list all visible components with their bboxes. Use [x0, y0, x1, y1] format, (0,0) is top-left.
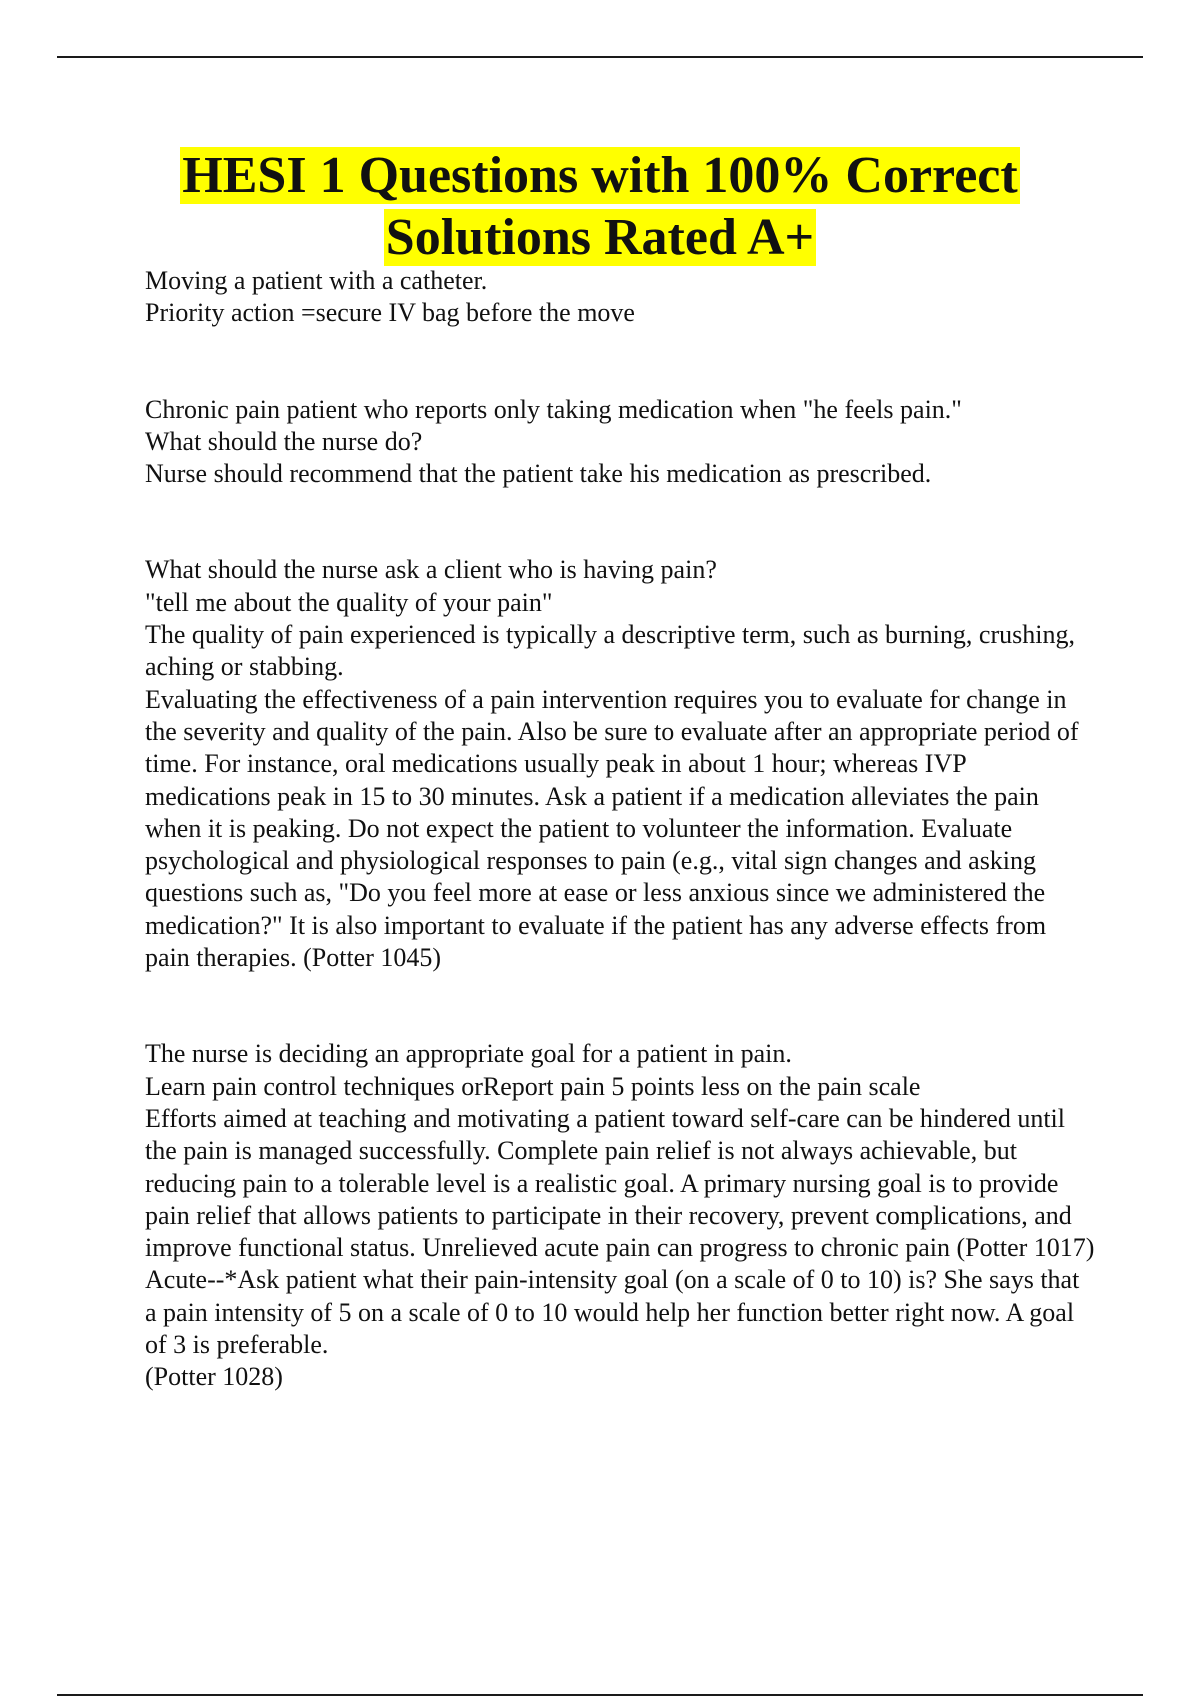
question-text: Moving a patient with a catheter. — [145, 266, 488, 295]
document-title — [120, 145, 1080, 269]
title-line-1: HESI 1 Questions with 100% Correct — [182, 147, 1018, 204]
explanation-text: Evaluating the effectiveness of a pain intervention requires you to evaluate for change in the severity and quality of the pain. Also be sure to evaluate after an appropriate period of time. For instance, oral medications usually peak in about 1 hour; whereas IVP medications peak in 15 to 30 minutes. Ask a patient if a medication alleviates the pain when it is peaking. Do not expect the patient to volunteer the information. Evaluate psychological and physiological responses to pain (e.g., vital sign changes and asking questions such as, "Do you feel more at ease or less anxious since we administered the medication?" It is also important to evaluate if the patient has any adverse effects from pain therapies. (Potter 1045) — [145, 684, 1079, 973]
qa-block-4 — [145, 1038, 1095, 1393]
question-text: The nurse is deciding an appropriate goal for a patient in pain. — [145, 1039, 792, 1069]
explanation-text: Efforts aimed at teaching and motivating a patient toward self-care can be hindered until the pain is managed successfully. Complete pain relief is not always achievable, but reducing pain to a tolerable level is a realistic goal. A primary nursing goal is to provide pain relief that allows patients to participate in their recovery, prevent complications, and improve functional status. Unrelieved acute pain can progress to chronic pain (Potter 1017) — [145, 1103, 1095, 1263]
answer-text: "tell me about the quality of your pain" — [145, 587, 553, 617]
qa-block-1 — [145, 265, 1095, 330]
header-rule — [57, 56, 1143, 58]
question-text: What should the nurse ask a client who is having pain? — [145, 555, 717, 585]
footer-rule — [57, 1694, 1143, 1696]
question-text: Chronic pain patient who reports only taking medication when "he feels pain." — [145, 394, 962, 424]
title-line-2: Solutions Rated A+ — [385, 209, 815, 266]
question-text: What should the nurse do? — [145, 426, 423, 456]
answer-text: Priority action =secure IV bag before the move — [145, 298, 635, 328]
answer-text: Learn pain control techniques orReport pain 5 points less on the pain scale — [145, 1071, 921, 1101]
qa-block-2 — [145, 394, 1095, 491]
answer-text: Nurse should recommend that the patient take his medication as prescribed. — [145, 459, 932, 489]
explanation-text: The quality of pain experienced is typically a descriptive term, such as burning, crushing, aching or stabbing. — [145, 620, 1075, 682]
citation-text: (Potter 1028) — [145, 1362, 283, 1392]
document-body — [145, 265, 1095, 1394]
explanation-text: Acute--*Ask patient what their pain-intensity goal (on a scale of 0 to 10) is? She says that a pain intensity of 5 on a scale of 0 to 10 would help her function better right now. A goal of 3 is preferable. — [145, 1265, 1080, 1360]
qa-block-3 — [145, 554, 1095, 974]
